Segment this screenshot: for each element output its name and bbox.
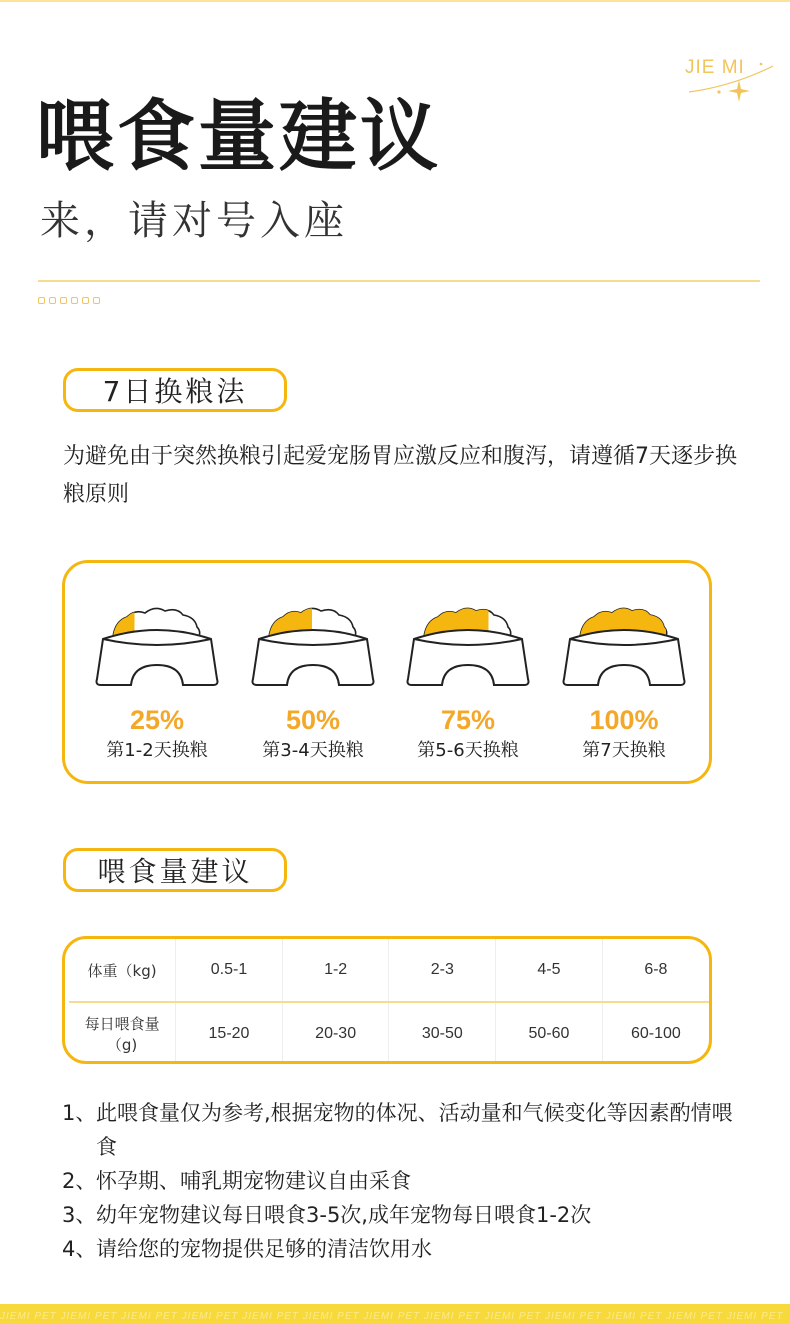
- food-switch-intro: 为避免由于突然换粮引起爱宠肠胃应激反应和腹泻，请遵循7天逐步换粮原则: [63, 444, 737, 507]
- page-subtitle: 来，请对号入座: [40, 198, 348, 244]
- section-title-food-switch: 7日换粮法: [63, 368, 287, 412]
- bowl-step: [243, 601, 383, 760]
- brand-logo: [683, 52, 783, 108]
- bowl-step: [87, 601, 227, 760]
- switch-percent: 75%: [440, 705, 496, 735]
- food-bowl-icon: [400, 601, 536, 697]
- dot: [93, 297, 100, 304]
- footer-pattern-text: JIEMI PET JIEMI PET JIEMI PET JIEMI PET JIEMI PET JIEMI PET JIEMI PET JIEMI PET JIEMI PET JIEMI PET JIEMI PET JIEMI PET JIEMI PET: [0, 1311, 784, 1322]
- note-item: [62, 1164, 752, 1198]
- bowl-step: [554, 601, 694, 760]
- page-title: 喂食量建议: [36, 92, 442, 182]
- dot: [71, 297, 78, 304]
- brand-name: JIE MI: [685, 57, 745, 78]
- note-number: 2、: [62, 1169, 97, 1193]
- decorative-dots: [38, 297, 100, 304]
- note-item: [62, 1096, 752, 1164]
- note-text: 此喂食量仅为参考,根据宠物的体况、活动量和气候变化等因素酌情喂食: [96, 1101, 733, 1159]
- dot: [38, 297, 45, 304]
- top-border-line: [0, 0, 790, 2]
- switch-percent: 25%: [129, 705, 185, 735]
- feeding-table: [69, 939, 709, 1064]
- dot: [60, 297, 67, 304]
- note-item: [62, 1198, 752, 1232]
- amount-cell: 20-30: [282, 1002, 389, 1064]
- switch-day-label: 第7天换粮: [582, 740, 666, 761]
- food-bowl-icon: [89, 601, 225, 697]
- note-number: 3、: [62, 1203, 97, 1227]
- switch-day-label: 第1-2天换粮: [106, 740, 208, 761]
- switch-percent: 50%: [285, 705, 341, 735]
- food-bowl-icon: [245, 601, 381, 697]
- weight-cell: 0.5-1: [176, 939, 283, 1002]
- note-number: 1、: [62, 1101, 97, 1125]
- weight-cell: 1-2: [282, 939, 389, 1002]
- dot: [49, 297, 56, 304]
- table-row: [69, 939, 709, 1002]
- amount-cell: 50-60: [496, 1002, 603, 1064]
- amount-cell: 15-20: [176, 1002, 283, 1064]
- note-item: [62, 1232, 752, 1266]
- note-number: 4、: [62, 1237, 97, 1261]
- sparkle-icon: [683, 52, 783, 108]
- feeding-table-card: [62, 936, 712, 1064]
- food-switch-card: [62, 560, 712, 784]
- weight-cell: 4-5: [496, 939, 603, 1002]
- switch-day-label: 第5-6天换粮: [417, 740, 519, 761]
- weight-cell: 2-3: [389, 939, 496, 1002]
- amount-cell: 30-50: [389, 1002, 496, 1064]
- switch-day-label: 第3-4天换粮: [262, 740, 364, 761]
- header-divider: [38, 280, 760, 282]
- food-bowl-icon: [556, 601, 692, 697]
- amount-cell: 60-100: [630, 1025, 681, 1042]
- section-title-feeding: 喂食量建议: [63, 848, 287, 892]
- dot: [82, 297, 89, 304]
- note-text: 怀孕期、哺乳期宠物建议自由采食: [96, 1169, 411, 1193]
- table-row-header: 每日喂食量（g): [69, 1002, 176, 1064]
- note-text: 幼年宠物建议每日喂食3-5次,成年宠物每日喂食1-2次: [96, 1203, 592, 1227]
- table-row: [69, 1002, 709, 1064]
- table-row-header: 体重（kg): [69, 939, 176, 1002]
- weight-cell: 6-8: [602, 939, 709, 1002]
- switch-percent: 100%: [589, 705, 659, 735]
- note-text: 请给您的宠物提供足够的清洁饮用水: [96, 1237, 432, 1261]
- bowl-step: [398, 601, 538, 760]
- feeding-notes: [62, 1096, 752, 1266]
- footer-band: [0, 1304, 790, 1324]
